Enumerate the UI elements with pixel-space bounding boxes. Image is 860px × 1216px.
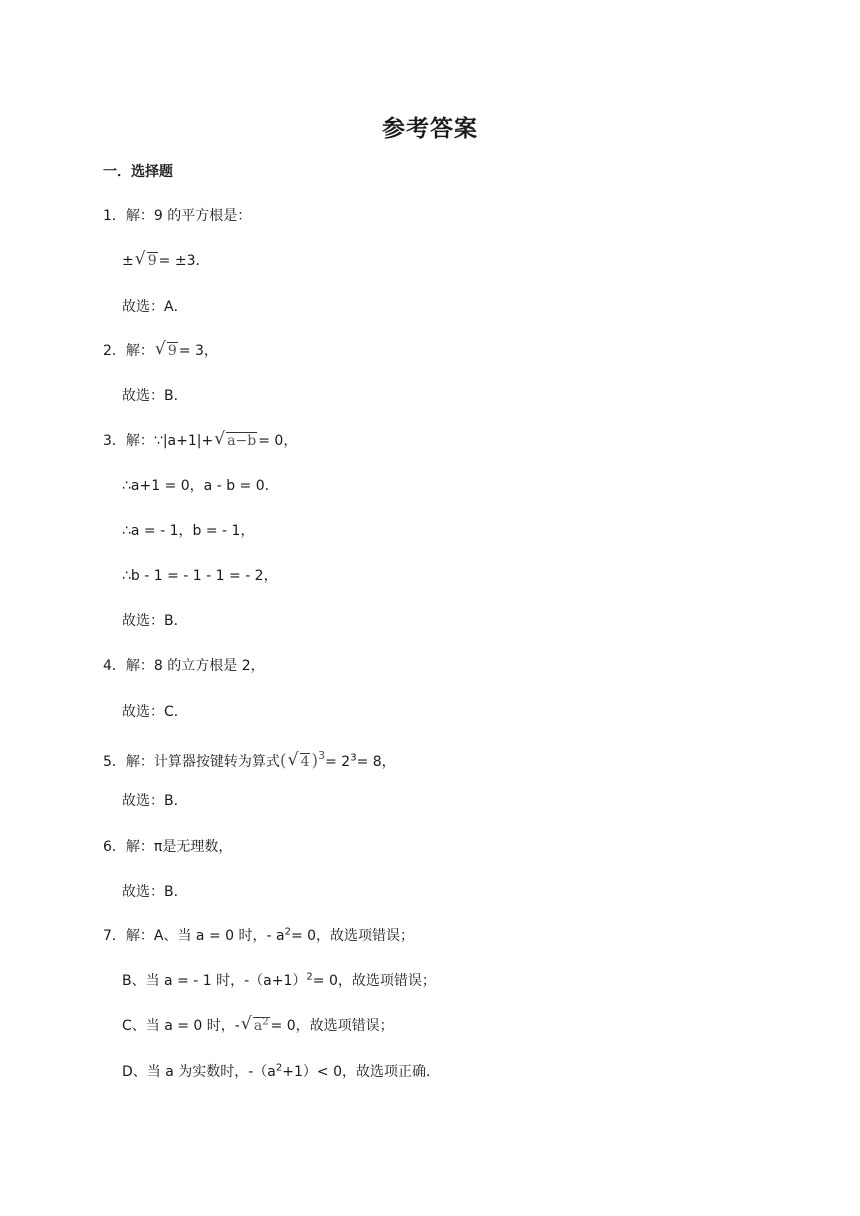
q4-answer: 故选：C． [122, 704, 188, 720]
q7-option-d [122, 1061, 440, 1083]
q7-b-exponent: 2 [306, 971, 313, 983]
q7-d-text: D、当 a 为实数时，-（a [122, 1064, 276, 1080]
plus-minus: ± [122, 253, 134, 269]
q7-option-b [122, 970, 436, 992]
q3-step-3: ∴b - 1 = - 1 - 1 = - 2， [122, 568, 278, 584]
q5-result: = 8， [356, 754, 396, 770]
page-title: 参考答案 [382, 116, 478, 142]
q5-answer: 故选：B． [122, 793, 188, 809]
q4-head: 4．解：8 的立方根是 2， [103, 658, 265, 674]
q7-c-text: C、当 a = 0 时，- [122, 1018, 240, 1034]
q7-a-text: 7．解：A、当 a = 0 时，- a [103, 928, 285, 944]
q3-step-2: ∴a = - 1，b = - 1， [122, 523, 255, 539]
q1-formula [122, 250, 209, 272]
q6-answer: 故选：B． [122, 884, 188, 900]
q2-formula [103, 340, 218, 362]
q1-head: 1．解：9 的平方根是： [103, 208, 252, 224]
open-paren: ( [279, 751, 287, 771]
q2-result: = 3， [178, 343, 218, 359]
section-heading: 一．选择题 [103, 164, 173, 180]
q3-result: = 0， [258, 433, 298, 449]
q1-result: = ±3． [158, 253, 210, 269]
q5-exponent-2: 3 [350, 752, 357, 764]
q5-exponent: 3 [318, 749, 326, 762]
q6-head: 6．解：π是无理数， [103, 839, 233, 855]
q7-b-text: B、当 a = - 1 时，-（a+1） [122, 973, 307, 989]
q7-option-c [122, 1015, 394, 1037]
sqrt-9: √ 9 [135, 250, 158, 272]
q7-option-a [103, 925, 414, 947]
q5-label: 5．解：计算器按键转为算式 [103, 754, 280, 770]
q7-a-exponent: 2 [284, 926, 291, 938]
sqrt-4: √ 4 [288, 751, 311, 773]
q7-d-exponent: 2 [275, 1062, 283, 1074]
q3-formula [103, 430, 297, 452]
q5-mid: = 2 [325, 754, 351, 770]
q3-step-1: ∴a+1 = 0，a - b = 0． [122, 478, 279, 494]
q7-b-result: = 0，故选项错误； [312, 973, 436, 989]
q3-answer: 故选：B． [122, 613, 188, 629]
sqrt-9: √ 9 [155, 340, 178, 362]
q7-a-result: = 0，故选项错误； [290, 928, 415, 944]
sqrt-a-squared: √ $a^2$ [241, 1015, 270, 1037]
q3-label: 3．解：∵|a+1|+ [103, 433, 214, 449]
q2-answer: 故选：B． [122, 388, 188, 404]
q7-c-result: = 0，故选项错误； [270, 1018, 394, 1034]
q5-formula [103, 745, 396, 773]
q1-answer: 故选：A． [122, 299, 188, 315]
close-paren: ) [311, 751, 319, 771]
sqrt-a-minus-b: √ a−b [214, 430, 257, 452]
q7-d-result: +1）< 0，故选项正确． [282, 1064, 440, 1080]
q2-label: 2．解： [103, 343, 154, 359]
